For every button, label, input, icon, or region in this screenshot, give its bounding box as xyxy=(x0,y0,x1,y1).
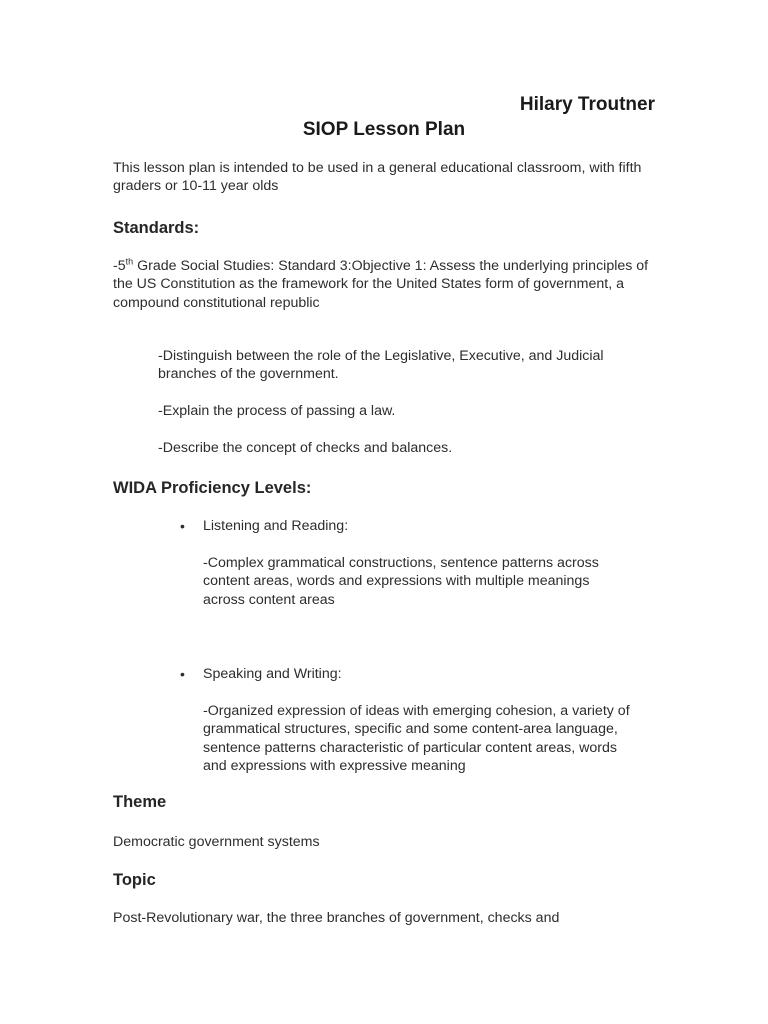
standards-heading: Standards: xyxy=(113,219,200,237)
wida-heading: WIDA Proficiency Levels: xyxy=(113,479,312,497)
standard-text: Grade Social Studies: Standard 3:Objective 1: Assess the underlying principles of the US Constitution as the framework for the United States form of government, a compound constitutional republic xyxy=(113,258,649,311)
theme-text: Democratic government systems xyxy=(113,834,320,850)
intro-paragraph: This lesson plan is intended to be used in a general educational classroom, with fifth graders or 10-11 year olds xyxy=(113,160,642,195)
bullet-icon: • xyxy=(180,518,185,534)
bullet-icon: • xyxy=(180,666,185,682)
standard-main xyxy=(113,257,653,312)
wida-level-title: Speaking and Writing: xyxy=(203,666,342,682)
standard-objective: -Describe the concept of checks and balances. xyxy=(158,440,453,456)
topic-heading: Topic xyxy=(113,871,156,889)
theme-heading: Theme xyxy=(113,793,167,811)
standard-superscript: th xyxy=(125,256,134,267)
wida-level-detail: -Complex grammatical constructions, sentence patterns across content areas, words and expressions with multiple meanings across content areas xyxy=(203,555,599,608)
author-name: Hilary Troutner xyxy=(519,94,655,115)
wida-level-detail: -Organized expression of ideas with emerging cohesion, a variety of grammatical structures, specific and some content-area language, sentence patterns characteristic of particular content areas, words and expressions with expressive meaning xyxy=(203,703,630,774)
standard-objective: -Distinguish between the role of the Legislative, Executive, and Judicial branches of the government. xyxy=(158,348,604,383)
standard-objective: -Explain the process of passing a law. xyxy=(158,403,396,419)
wida-level-title: Listening and Reading: xyxy=(203,518,349,534)
standard-prefix: -5 xyxy=(113,258,126,274)
document-title: SIOP Lesson Plan xyxy=(302,119,466,140)
topic-text: Post-Revolutionary war, the three branches of government, checks and xyxy=(113,910,560,926)
